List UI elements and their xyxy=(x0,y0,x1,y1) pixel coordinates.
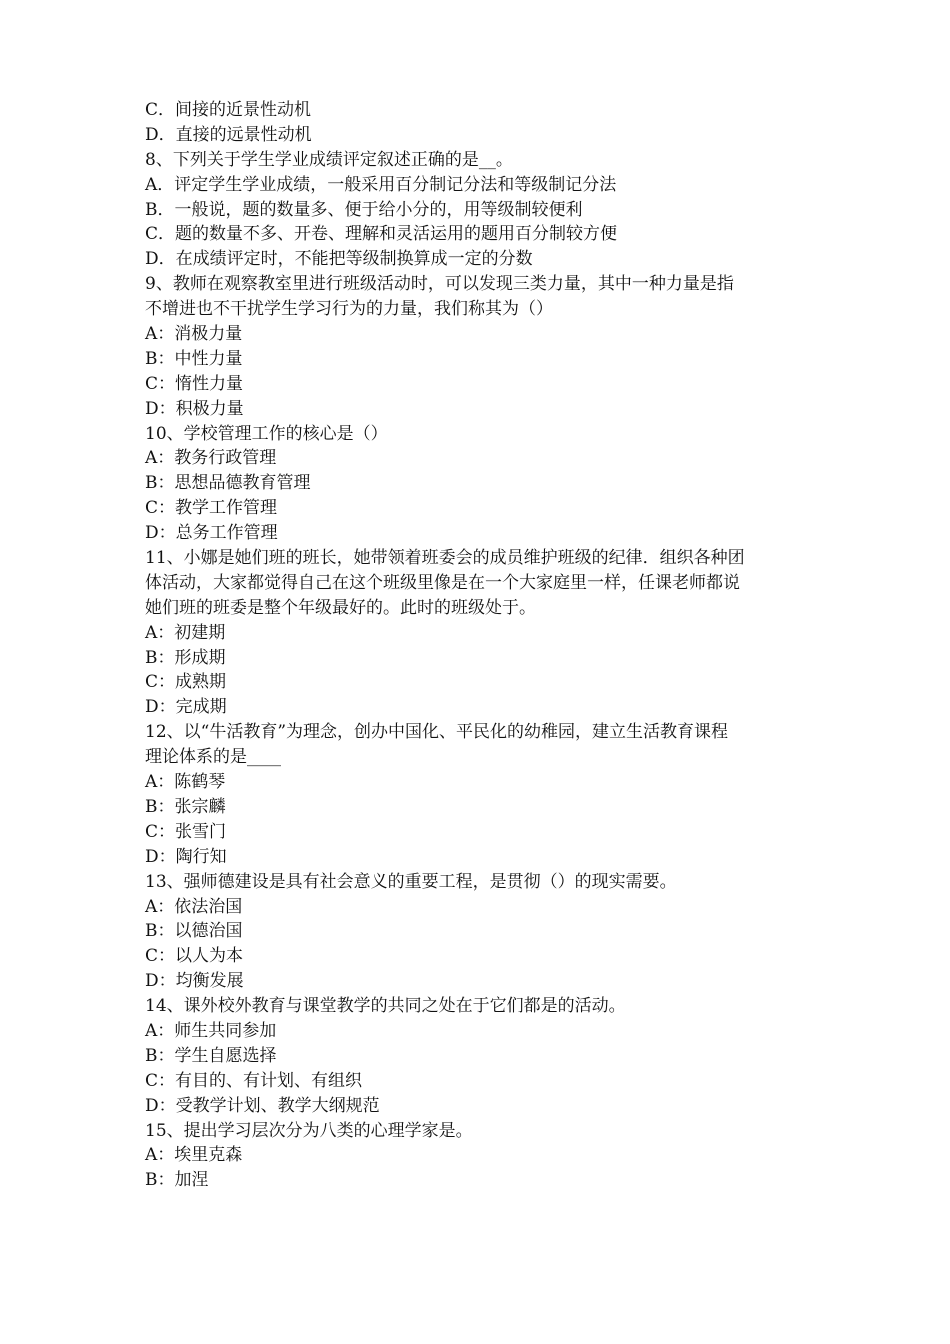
text-line: C．间接的近景性动机 xyxy=(145,100,312,120)
text-line: D：受教学计划、教学大纲规范 xyxy=(145,1095,380,1116)
text-line: B：以德治国 xyxy=(145,921,243,942)
text-line: 不增进也不干扰学生学习行为的力量，我们称其为（） xyxy=(145,299,553,320)
text-line: B：学生自愿选择 xyxy=(145,1045,277,1066)
text-line: C：张雪门 xyxy=(145,821,227,842)
text-line: C：成熟期 xyxy=(145,672,227,693)
text-line: 14、课外校外教育与课堂教学的共同之处在于它们都是的活动。 xyxy=(145,996,626,1017)
text-line: A：依法治国 xyxy=(145,896,243,917)
text-line: C：惰性力量 xyxy=(145,373,244,394)
text-line: B：加涅 xyxy=(145,1170,209,1191)
text-line: 理论体系的是____ xyxy=(145,747,281,768)
text-line: 体活动，大家都觉得自己在这个班级里像是在一个大家庭里一样，任课老师都说 xyxy=(145,572,740,593)
document-page xyxy=(145,98,825,1193)
text-line: D：总务工作管理 xyxy=(145,523,278,544)
text-line: B：形成期 xyxy=(145,647,226,668)
text-line: C：教学工作管理 xyxy=(145,498,278,519)
text-line: A：埃里克森 xyxy=(145,1145,243,1166)
text-line: D．在成绩评定时，不能把等级制换算成一定的分数 xyxy=(145,249,533,270)
text-line: D．直接的远景性动机 xyxy=(145,124,312,145)
text-line: A：师生共同参加 xyxy=(145,1020,277,1041)
text-line: B：中性力量 xyxy=(145,348,243,369)
text-line: A：陈鹤琴 xyxy=(145,772,226,793)
text-line: 10、学校管理工作的核心是（） xyxy=(145,423,388,444)
text-line: A：教务行政管理 xyxy=(145,448,277,469)
text-line: B．一般说，题的数量多、便于给小分的，用等级制较便利 xyxy=(145,199,583,220)
text-line: 12、以“牛活教育”为理念，创办中国化、平民化的幼稚园，建立生活教育课程 xyxy=(145,722,729,743)
text-line: D：积极力量 xyxy=(145,398,244,419)
text-line: A：初建期 xyxy=(145,622,226,643)
text-line: D：完成期 xyxy=(145,697,227,718)
text-line: D：陶行知 xyxy=(145,846,227,867)
text-line: 15、提出学习层次分为八类的心理学家是。 xyxy=(145,1120,473,1141)
text-line: A：消极力量 xyxy=(145,324,243,345)
text-line: D：均衡发展 xyxy=(145,971,244,992)
text-line: B：张宗麟 xyxy=(145,796,226,817)
text-line: B：思想品德教育管理 xyxy=(145,473,311,494)
text-line: C：有目的、有计划、有组织 xyxy=(145,1070,363,1091)
text-line: 11、小娜是她们班的班长，她带领着班委会的成员维护班级的纪律．组织各种团 xyxy=(145,548,745,569)
text-line: C：以人为本 xyxy=(145,946,244,967)
text-line: 8、下列关于学生学业成绩评定叙述正确的是__。 xyxy=(145,149,513,170)
text-line: 她们班的班委是整个年级最好的。此时的班级处于。 xyxy=(145,597,536,618)
text-line: A．评定学生学业成绩，一般采用百分制记分法和等级制记分法 xyxy=(145,174,617,195)
text-line: 9、教师在观察教室里进行班级活动时，可以发现三类力量，其中一种力量是指 xyxy=(145,274,734,295)
text-line: C．题的数量不多、开卷、理解和灵活运用的题用百分制较方便 xyxy=(145,224,618,245)
text-line: 13、强师德建设是具有社会意义的重要工程，是贯彻（）的现实需要。 xyxy=(145,871,677,892)
